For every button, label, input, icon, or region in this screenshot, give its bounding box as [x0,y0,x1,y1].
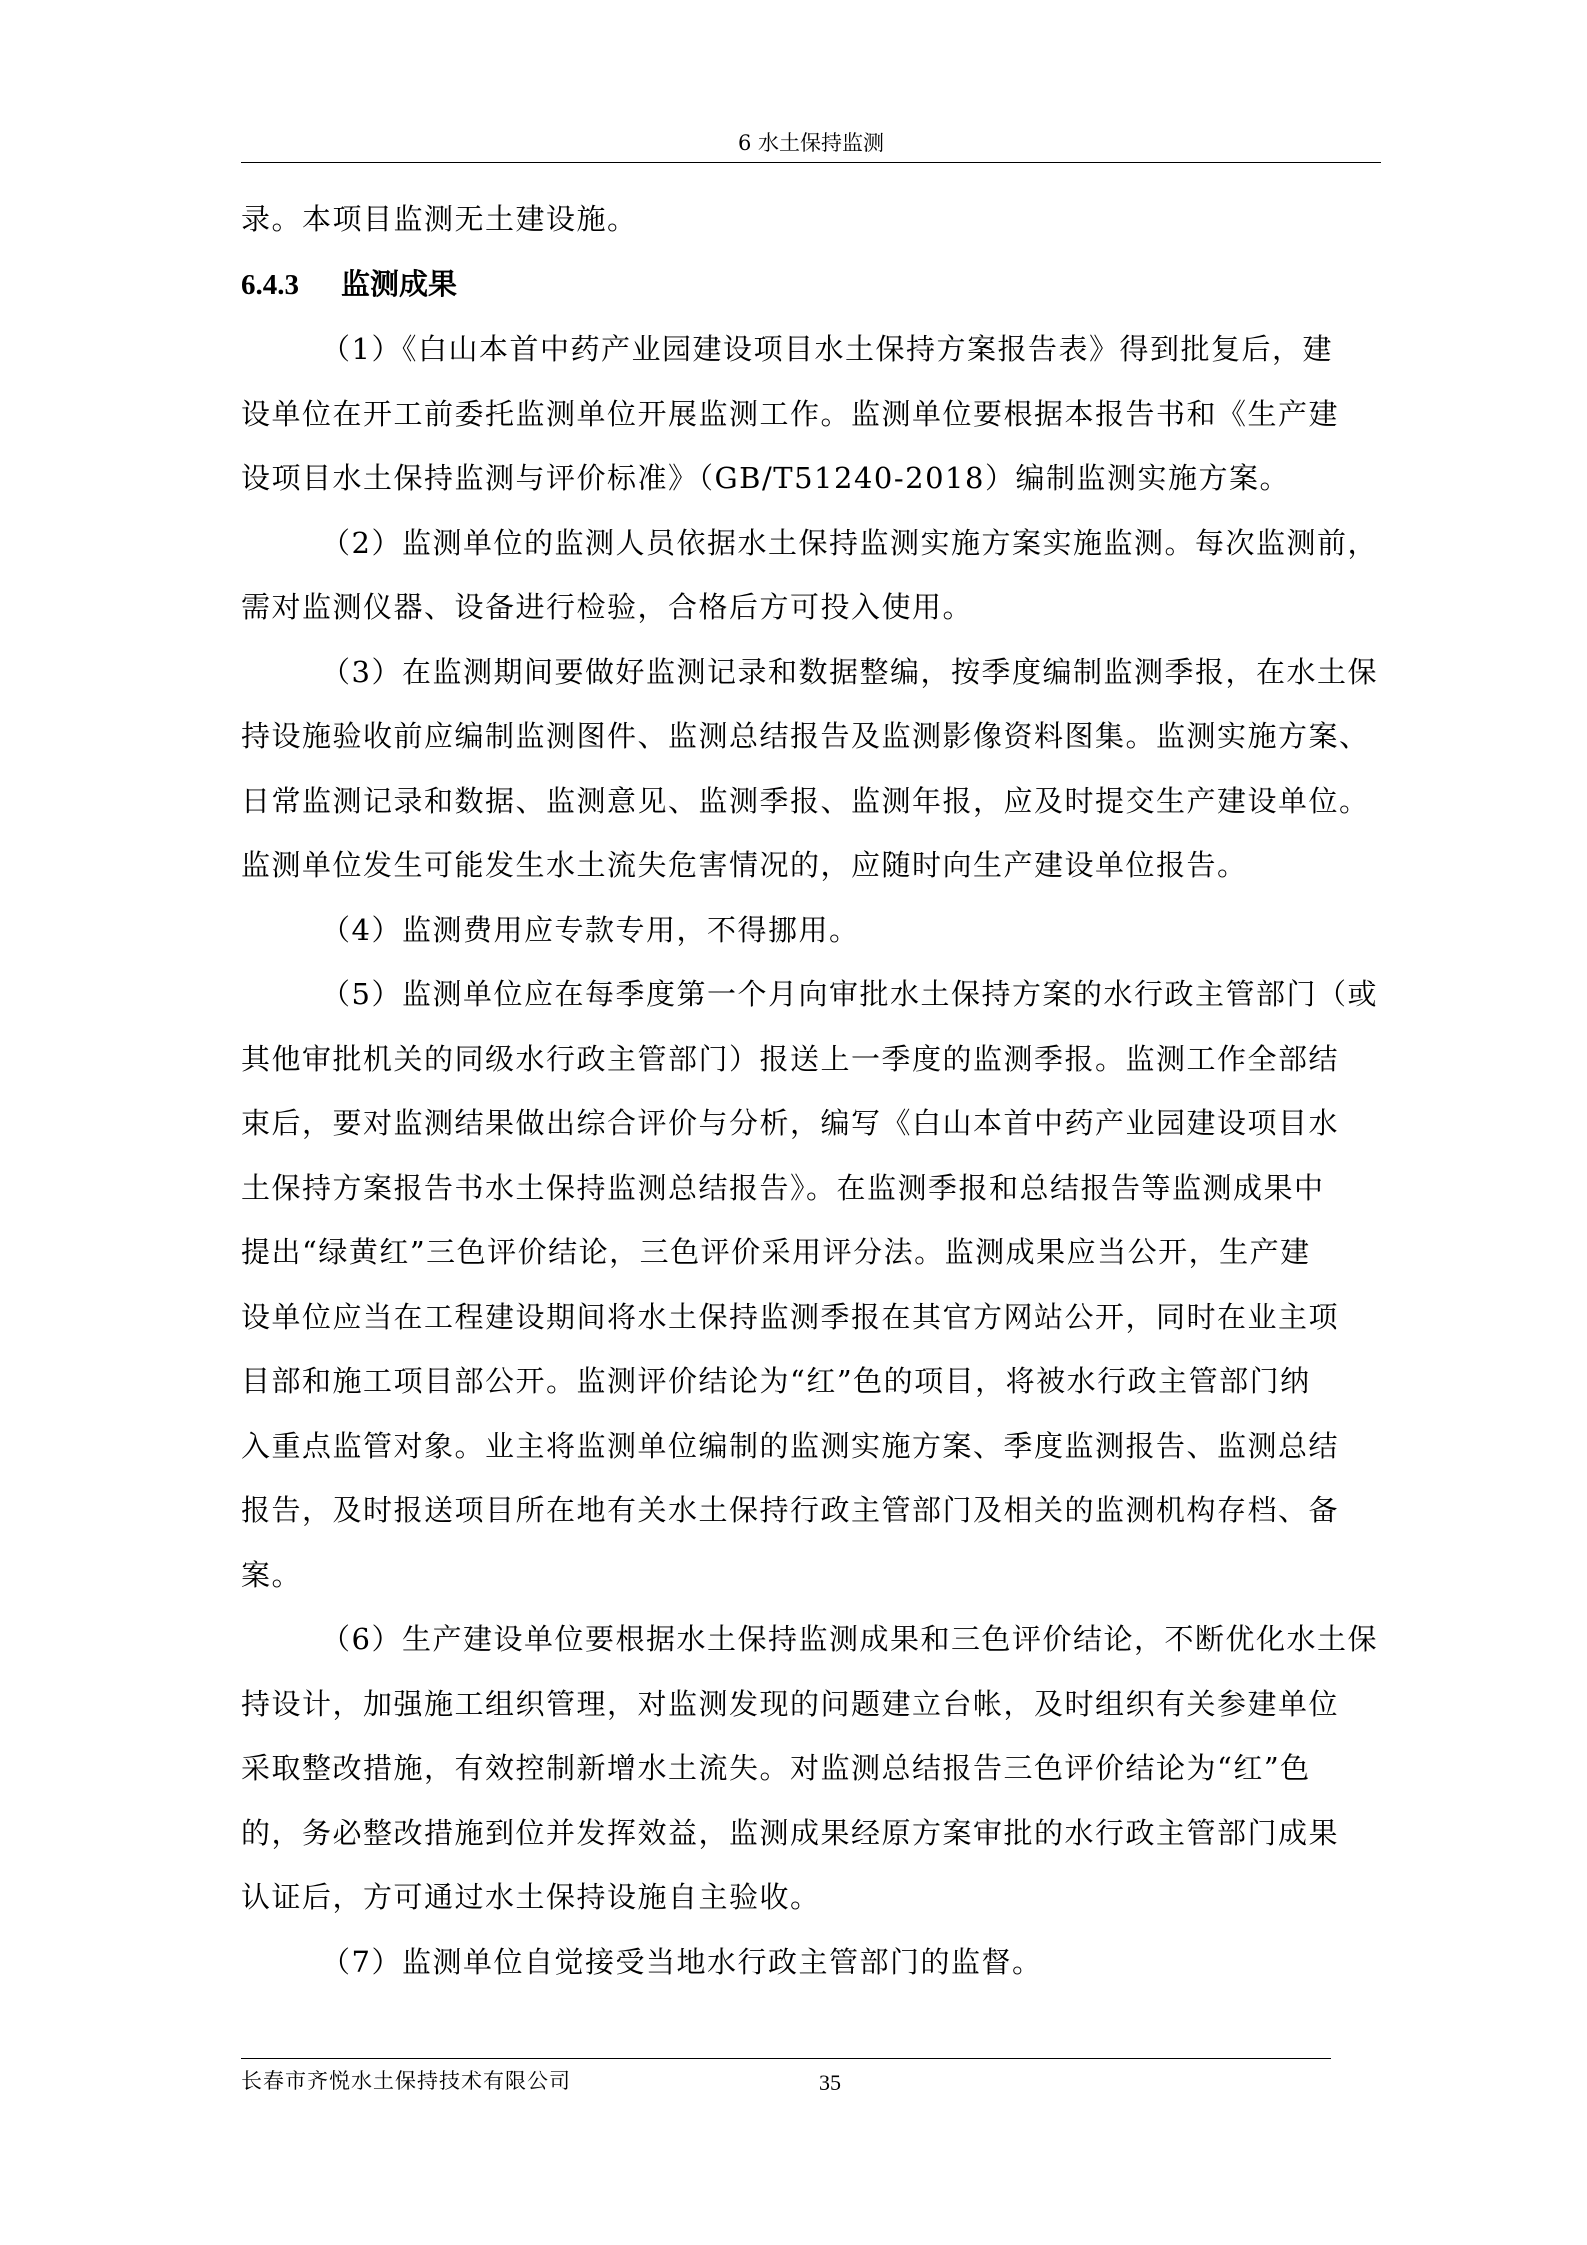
paragraph-4 [241,898,1381,963]
paragraph-line: 采取整改措施，有效控制新增水土流失。对监测总结报告三色评价结论为“红”色 [241,1751,1311,1785]
paragraph-line: 设单位应当在工程建设期间将水土保持监测季报在其官方网站公开，同时在业主项 [241,1299,1340,1334]
paragraph-line: 持设计，加强施工组织管理，对监测发现的问题建立台帐，及时组织有关参建单位 [241,1686,1340,1721]
paragraph-line: （1）《白山本首中药产业园建设项目水土保持方案报告表》得到批复后，建 [321,332,1333,366]
paragraph-line: 束后，要对监测结果做出综合评价与分析，编写《白山本首中药产业园建设项目水 [241,1106,1340,1140]
paragraph-line: 持设施验收前应编制监测图件、监测总结报告及监测影像资料图集。监测实施方案、 [241,719,1370,753]
footer-rule [241,2058,1331,2059]
paragraph-line: 案。 [241,1557,303,1592]
paragraph-2 [241,511,1381,640]
paragraph-line: （7）监测单位自觉接受当地水行政主管部门的监督。 [321,1944,1043,1979]
paragraph-line: （5）监测单位应在每季度第一个月向审批水土保持方案的水行政主管部门（或 [321,977,1378,1011]
paragraph-line: 设单位在开工前委托监测单位开展监测工作。监测单位要根据本报告书和《生产建 [241,396,1340,431]
paragraph-line: 日常监测记录和数据、监测意见、监测季报、监测年报，应及时提交生产建设单位。 [241,783,1370,818]
paragraph-line: 设项目水土保持监测与评价标准》（GB/T51240-2018）编制监测实施方案。 [241,461,1290,495]
page-number: 35 [819,2070,841,2095]
paragraph-line: 提出“绿黄红”三色评价结论，三色评价采用评分法。监测成果应当公开，生产建 [241,1235,1311,1269]
paragraph-line: 其他审批机关的同级水行政主管部门）报送上一季度的监测季报。监测工作全部结 [241,1041,1340,1076]
paragraph-1 [241,317,1381,511]
section-title: 监测成果 [341,266,458,301]
paragraph-line: 土保持方案报告书水土保持监测总结报告》。在监测季报和总结报告等监测成果中 [241,1170,1325,1205]
paragraph-line: 报告，及时报送项目所在地有关水土保持行政主管部门及相关的监测机构存档、备 [241,1493,1340,1527]
lead-line: 录。本项目监测无土建设施。 [241,202,638,236]
paragraph-3 [241,640,1381,898]
paragraph-5 [241,962,1381,1607]
paragraph-7 [241,1930,1381,1995]
paragraph-line: 入重点监管对象。业主将监测单位编制的监测实施方案、季度监测报告、监测总结 [241,1428,1340,1463]
paragraph-line: 监测单位发生可能发生水土流失危害情况的，应随时向生产建设单位报告。 [241,848,1248,882]
paragraph-line: （2）监测单位的监测人员依据水土保持监测实施方案实施监测。每次监测前， [321,525,1378,560]
paragraph-line: （6）生产建设单位要根据水土保持监测成果和三色评价结论，不断优化水土保 [321,1622,1378,1656]
footer-company-name: 长春市齐悦水土保持技术有限公司 [241,2069,571,2093]
paragraph-line: 需对监测仪器、设备进行检验，合格后方可投入使用。 [241,590,974,624]
document-body [241,187,1381,1994]
section-heading [241,252,1381,318]
paragraph-line: 的，务必整改措施到位并发挥效益，监测成果经原方案审批的水行政主管部门成果 [241,1815,1340,1850]
paragraph-line: （4）监测费用应专款专用，不得挪用。 [321,912,860,947]
section-number: 6.4.3 [241,268,299,301]
paragraph-6 [241,1607,1381,1930]
paragraph-line: 目部和施工项目部公开。监测评价结论为“红”色的项目，将被水行政主管部门纳 [241,1364,1311,1398]
paragraph-line: 认证后，方可通过水土保持设施自主验收。 [241,1880,821,1914]
header-rule [241,162,1381,163]
paragraph-line: （3）在监测期间要做好监测记录和数据整编，按季度编制监测季报，在水土保 [321,654,1378,689]
running-header: 6 水土保持监测 [737,131,885,155]
